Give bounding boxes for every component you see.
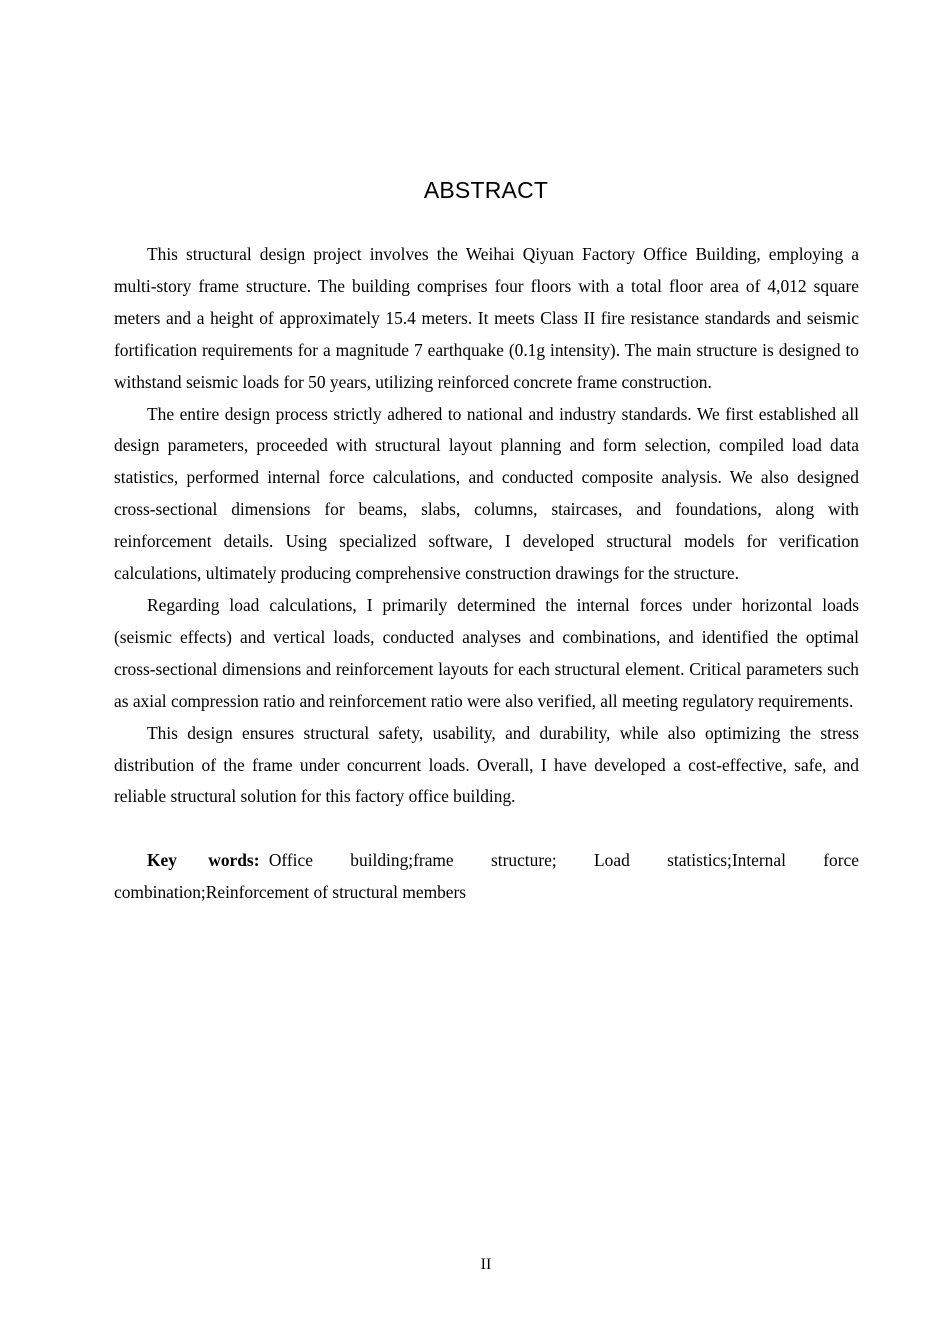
page-number: II (480, 1256, 492, 1273)
abstract-paragraph-4: This design ensures structural safety, usability, and durability, while also optimizing the stress distribution of the frame under concurrent loads. Overall, I have developed a cost-effective, safe, and reliable structural solution for this factory office building. (114, 722, 859, 807)
keywords-text: Office building;frame structure; Load statistics;Internal force combination; (114, 850, 859, 903)
abstract-paragraph-2: The entire design process strictly adhered to national and industry standards. We first established all design parameters, proceeded with structural layout planning and form selection, compiled load data statistics, performed internal force calculations, and conducted composite analysis. We also designed cross-sectional dimensions for beams, slabs, columns, staircases, and foundations, along with reinforcement details. Using specialized software, I developed structural models for verification calculations, ultimately producing comprehensive construction drawings for the structure. (114, 403, 859, 584)
keywords-label: Key words: (147, 850, 260, 871)
keywords-line (114, 845, 859, 909)
abstract-paragraph-3: Regarding load calculations, I primarily determined the internal forces under horizontal loads (seismic effects) and vertical loads, conducted analyses and combinations, and identified the optimal cross-sectional dimensions and reinforcement layouts for each structural element. Critical parameters such as axial compression ratio and reinforcement ratio were also verified, all meeting regulatory requirements. (114, 594, 859, 711)
abstract-title: ABSTRACT (423, 177, 549, 203)
abstract-paragraph-1: This structural design project involves the Weihai Qiyuan Factory Office Building, employing a multi-story frame structure. The building comprises four floors with a total floor area of 4,012 square meters and a height of approximately 15.4 meters. It meets Class II fire resistance standards and seismic fortification requirements for a magnitude 7 earthquake (0.1g intensity). The main structure is designed to withstand seismic loads for 50 years, utilizing reinforced concrete frame construction. (114, 244, 859, 392)
keywords-text-tail: Reinforcement of structural members (205, 882, 467, 903)
abstract-body (114, 239, 859, 909)
